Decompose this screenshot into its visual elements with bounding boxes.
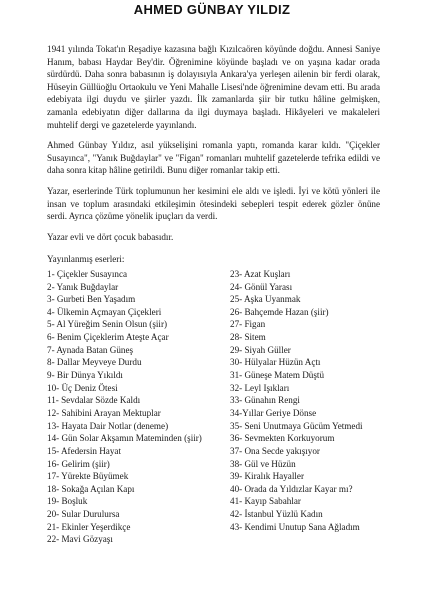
works-list-item: 3- Gurbeti Ben Yaşadım <box>47 294 136 305</box>
biography-paragraph-4: Yazar evli ve dört çocuk babasıdır. <box>47 231 174 242</box>
works-list-item: 37- Ona Secde yakışıyor <box>230 445 320 456</box>
works-list-item: 21- Ekinler Yeşerdikçe <box>47 521 131 532</box>
works-list-item: 36- Sevmekten Korkuyorum <box>230 433 335 444</box>
works-list-item: 20- Sular Durulursa <box>47 509 120 520</box>
works-list-item: 42- İstanbul Yüzlü Kadın <box>230 509 323 520</box>
works-list-item: 10- Üç Deniz Ötesi <box>47 382 118 393</box>
works-list-item: 25- Aşka Uyanmak <box>230 294 301 305</box>
works-list-item: 18- Sokağa Açılan Kapı <box>47 483 135 494</box>
biography-paragraph-1: 1941 yılında Tokat'ın Reşadiye kazasına bağlı Kızılcaören köyünde doğdu. Annesi Saniye Hanım, babası Haydar Bey'dir. Öğrenimine köyünde başladı ve on yaşına kadar orada sürdürdü. Daha sonra babasının iş dolayısıyla Ankara'ya yerleşen ailenin bir ferdi olarak, Hüseyin Güllüoğlu Ortaokulu ve Yeni Mahalle Lisesi'nde öğrenimine devam etti. Bu arada edebiyata ilgi duydu ve şiirler yazdı. İlk zamanlarda şiir bir tutku hâline gelmişken, zamanla edebiyatın diğer dallarına da ilgi duymaya başladı. Hikâyeleri ve makaleleri muhtelif dergi ve gazetelerde yayınlandı. <box>47 44 380 130</box>
works-list-right-column <box>230 268 380 546</box>
works-list-item: 24- Gönül Yarası <box>230 281 293 292</box>
works-list-item: 8- Dallar Meyveye Durdu <box>47 357 142 368</box>
works-list-item: 1- Çiçekler Susayınca <box>47 268 128 279</box>
works-list-item: 30- Hülyalar Hüzün Açtı <box>230 357 321 368</box>
works-list-item: 13- Hayata Dair Notlar (deneme) <box>47 420 169 431</box>
works-list-item: 4- Ülkemin Açmayan Çiçekleri <box>47 306 162 317</box>
works-list-item: 9- Bir Dünya Yıkıldı <box>47 370 123 381</box>
works-list-item: 40- Orada da Yıldızlar Kayar mı? <box>230 483 353 494</box>
works-list-item: 5- Al Yüreğim Senin Olsun (şiir) <box>47 319 168 330</box>
works-list-item: 23- Azat Kuşları <box>230 268 291 279</box>
works-list-left-column <box>47 268 230 546</box>
works-list-item: 41- Kayıp Sabahlar <box>230 496 301 507</box>
works-list-item: 34-Yıllar Geriye Dönse <box>230 407 317 418</box>
biography-paragraph-2: Ahmed Günbay Yıldız, asıl yükselişini romanla yaptı, romanda karar kıldı. "Çiçekler Susayınca", "Yanık Buğdaylar" ve "Figan" romanları muhtelif gazetelerde tefrika edildi ve daha sonra kitap hâline getirildi. Bunu diğer romanlar takip etti. <box>47 140 380 176</box>
works-list-item: 29- Siyah Güller <box>230 344 291 355</box>
works-list-item: 12- Sahibini Arayan Mektuplar <box>47 407 161 418</box>
works-list-item: 15- Afedersin Hayat <box>47 445 121 456</box>
works-list-item: 27- Figan <box>230 319 266 330</box>
works-list-item: 19- Boşluk <box>47 496 88 507</box>
biography-paragraph-3: Yazar, eserlerinde Türk toplumunun her kesimini ele aldı ve işledi. İyi ve kötü yönleri ile insan ve toplum arasındaki etkileşimin ötesindeki sebepleri tespit ederek gözler önüne serdi. Ayrıca çözüme yönelik ipuçları da verdi. <box>47 185 380 222</box>
works-list-item: 16- Gelirim (şiir) <box>47 458 110 469</box>
works-list-item: 28- Sitem <box>230 332 266 343</box>
works-list-item: 2- Yanık Buğdaylar <box>47 281 119 292</box>
works-list <box>47 268 380 546</box>
works-list-item: 22- Mavi Gözyaşı <box>47 534 113 545</box>
works-list-item: 26- Bahçemde Hazan (şiir) <box>230 306 329 317</box>
works-list-item: 31- Güneşe Matem Düştü <box>230 370 325 381</box>
works-list-item: 39- Kiralık Hayaller <box>230 471 304 482</box>
works-list-item: 43- Kendimi Unutup Sana Ağladım <box>230 521 360 532</box>
works-list-item: 6- Benim Çiçeklerim Ateşte Açar <box>47 332 169 343</box>
works-list-item: 11- Sevdalar Sözde Kaldı <box>47 395 141 406</box>
works-list-item: 33- Günahın Rengi <box>230 395 300 406</box>
works-list-item: 38- Gül ve Hüzün <box>230 458 296 469</box>
works-list-item: 14- Gün Solar Akşamın Mateminden (şiir) <box>47 433 202 444</box>
works-list-item: 17- Yürekte Büyümek <box>47 471 129 482</box>
works-list-item: 35- Seni Unutmaya Gücüm Yetmedi <box>230 420 363 431</box>
works-list-item: 32- Leyl Işıkları <box>230 382 290 393</box>
page-content <box>47 43 380 546</box>
works-list-title: Yayınlanmış eserleri: <box>47 254 125 265</box>
works-list-item: 7- Aynada Batan Güneş <box>47 344 134 355</box>
page-header: AHMED GÜNBAY YILDIZ <box>133 2 291 17</box>
